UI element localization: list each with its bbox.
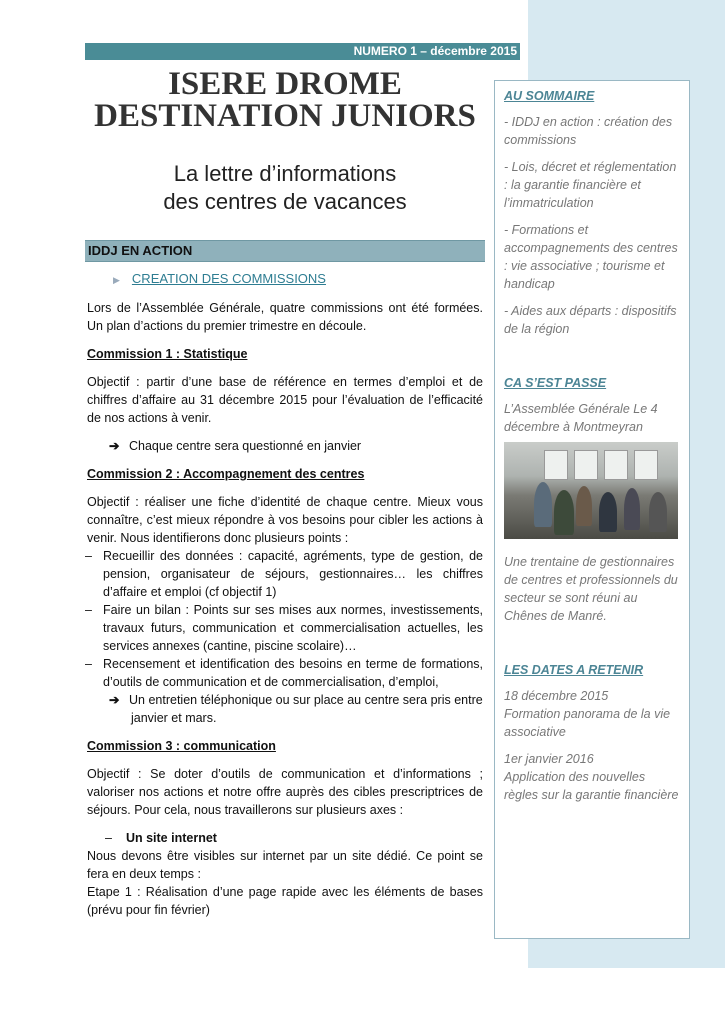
section-heading: IDDJ EN ACTION [85, 240, 485, 262]
date-entry [504, 750, 680, 804]
commission-2-title: Commission 2 : Accompagnement des centres [87, 467, 365, 481]
list-item [87, 655, 483, 691]
list-item [87, 547, 483, 601]
date-text: Formation panorama de la vie associative [504, 707, 671, 739]
issue-banner: NUMERO 1 – décembre 2015 [85, 43, 520, 60]
arrow-right-icon: ➔ [109, 693, 120, 707]
photo-caption: Une trentaine de gestionnaires de centres et professionnels du secteur se sont réuni au Chênes de Manré. [504, 555, 678, 623]
intro-paragraph: Lors de l’Assemblée Générale, quatre commissions ont été formées. Un plan d’actions du premier trimestre en découle. [87, 301, 483, 333]
sommaire-item: - IDDJ en action : création des commissions [504, 115, 673, 147]
sidebar-box [494, 80, 690, 939]
date-entry [504, 687, 680, 741]
assembly-photo [504, 442, 678, 539]
commission-1-arrow-text: Chaque centre sera questionné en janvier [129, 439, 362, 453]
date-label: 18 décembre 2015 [504, 689, 609, 703]
newsletter-title [85, 68, 485, 132]
sommaire-item: - Lois, décret et réglementation : la garantie financière et l’immatriculation [504, 160, 677, 210]
subheading [113, 270, 483, 289]
date-label: 1er janvier 2016 [504, 752, 594, 766]
commission-3-subheading [105, 829, 483, 847]
commission-3-body [87, 847, 483, 919]
passe-text: L’Assemblée Générale Le 4 décembre à Montmeyran [504, 402, 658, 434]
commission-2-arrow-text: Un entretien téléphonique ou sur place au centre sera pris entre janvier et mars. [129, 693, 483, 725]
commission-1-objective: Objectif : partir d’une base de référence en termes d’emploi et de chiffres d’affaire au 31 décembre 2015 pour l’évaluation de l’efficacité de nos actions à venir. [87, 375, 483, 425]
main-column [87, 270, 483, 919]
dates-title: LES DATES A RETENIR [504, 663, 644, 677]
commission-2-arrow-item [109, 691, 483, 727]
commission-3-text-2: Etape 1 : Réalisation d’une page rapide avec les éléments de bases (prévu pour fin février) [87, 885, 483, 917]
passe-title: CA S’EST PASSE [504, 376, 607, 390]
commission-2-objective: Objectif : réaliser une fiche d’identité de chaque centre. Mieux vous connaître, c’est mieux répondre à vos besoins pour cibler les actions à venir. Nous identifierons donc plusieurs points : [87, 495, 483, 545]
commission-3-title: Commission 3 : communication [87, 739, 276, 753]
subheading-text: CREATION DES COMMISSIONS [131, 271, 326, 286]
list-item-text: Recensement et identification des besoins en terme de formations, d’outils de communication et de commercialisation, d’emploi, [103, 657, 483, 689]
date-text: Application des nouvelles règles sur la garantie financière [504, 770, 679, 802]
list-item-text: Faire un bilan : Points sur ses mises aux normes, investissements, travaux futurs, communication et commercialisation actuelles, les services annexes (cantine, piscine scolaire)… [103, 603, 483, 653]
sommaire-item: - Aides aux départs : dispositifs de la région [504, 304, 677, 336]
triangle-bullet-icon: ▶ [113, 275, 120, 285]
dash-bullet-icon: – [85, 549, 92, 563]
dash-bullet-icon: – [85, 603, 92, 617]
commission-3-objective: Objectif : Se doter d’outils de communication et d’informations ; valoriser nos actions et notre offre auprès des cibles prescriptrices de séjours. Pour cela, nous travaillerons sur plusieurs axes : [87, 767, 483, 817]
commission-2-list [87, 547, 483, 691]
commission-1-arrow-item [109, 437, 483, 455]
title-line-2: DESTINATION JUNIORS [94, 98, 476, 134]
dash-bullet-icon: – [105, 831, 112, 845]
sommaire-title: AU SOMMAIRE [504, 89, 595, 103]
arrow-right-icon: ➔ [109, 439, 120, 453]
newsletter-subtitle [85, 160, 485, 216]
subtitle-line-1: La lettre d’informations [173, 161, 397, 186]
list-item-text: Recueillir des données : capacité, agréments, type de gestion, de pension, organisateur de séjours, gestionnaires… les chiffres d’affaire et emploi (cf objectif 1) [103, 549, 483, 599]
subtitle-line-2: des centres de vacances [163, 189, 407, 214]
title-line-1: ISERE DROME [168, 66, 402, 102]
list-item [87, 601, 483, 655]
dash-bullet-icon: – [85, 657, 92, 671]
commission-1-title: Commission 1 : Statistique [87, 347, 248, 361]
sommaire-item: - Formations et accompagnements des centres : vie associative ; tourisme et handicap [504, 223, 678, 291]
commission-3-text-1: Nous devons être visibles sur internet par un site dédié. Ce point se fera en deux temps : [87, 849, 483, 881]
commission-3-subheading-text: Un site internet [125, 831, 217, 845]
